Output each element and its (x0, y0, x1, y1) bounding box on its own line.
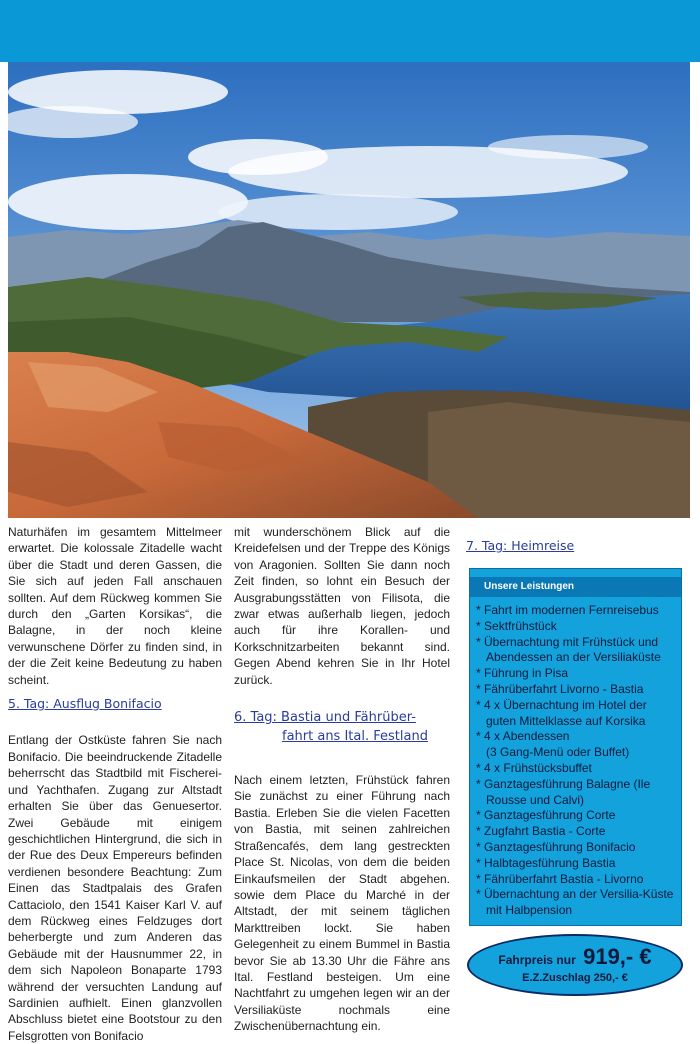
service-item: * Ganztagesführung Corte (476, 808, 675, 824)
service-item: * Ganztagesführung Bonifacio (476, 840, 675, 856)
intro-paragraph: Naturhäfen im gesamtem Mittelmeer erwartet. Die kolossale Zitadelle wacht über die Stadt und deren Gassen, die Sie sich auf jeden Fall anschauen sollten. Auf dem Rückweg kommen Sie durch den „Garten Korsikas“, die Balagne, in der noch kleine verwunschene Dörfer zu finden sind, in der die Zeit keine Bedeutung zu haben scheint. (8, 525, 222, 687)
service-item: * Ganztagesführung Balagne (Ile Rousse und Calvi) (476, 777, 675, 809)
service-item: * 4 x Übernachtung im Hotel der guten Mittelklasse auf Korsika (476, 698, 675, 730)
service-item: * 4 x Frühstücksbuffet (476, 761, 675, 777)
service-item: * Halbtagesführung Bastia (476, 856, 675, 872)
top-color-band (0, 0, 700, 62)
day6-heading (234, 708, 450, 746)
price-line (469, 944, 681, 970)
text-column-3 (466, 524, 686, 554)
landscape-photo (8, 62, 690, 518)
service-item: * Fahrt im modernen Fernreisebus (476, 603, 675, 619)
day6-heading-line2: fahrt ans Ital. Festland (282, 729, 428, 745)
services-list (470, 597, 681, 919)
service-item: * Fährüberfahrt Bastia - Livorno (476, 872, 675, 888)
single-room-surcharge: E.Z.Zuschlag 250,- € (522, 972, 628, 984)
service-item: * Zugfahrt Bastia - Corte (476, 824, 675, 840)
price-amount: 919,- € (583, 944, 652, 969)
service-item: * Übernachtung mit Frühstück und Abendessen an der Versiliaküste (476, 635, 675, 667)
corsica-coast-icon (8, 62, 690, 518)
service-item: * Sektfrühstück (476, 619, 675, 635)
day5-paragraph: Entlang der Ostküste fahren Sie nach Bonifacio. Die beeindruckende Zitadelle beherrscht das Stadtbild mit Fischerei- und Yachthafen. Zugang zur Altstadt erhalten Sie über das Genuesertor. Zwei Gebäude mit einigem geschichtlichen Hintergrund, die sich in der Rue des Deux Empereurs befinden verdienen besondere Beachtung: Zum Einen das Stadtpalais des Grafen Cattaciolo, den 1541 Kaiser Karl V. auf dem Rückweg eines Feldzuges dort beherbergte und zum Anderen das Gebäude mit der Hausnummer 22, in dem sich Napoleon Bonaparte 1793 während der versuchten Landung auf Sardinien aufhielt. Einen glanzvollen Abschluss bietet eine Bootstour zu den Felsgrotten von Bonifacio (8, 733, 222, 1043)
service-item: * Übernachtung an der Versilia-Küste mit Halbpension (476, 887, 675, 919)
service-item: * 4 x Abendessen (476, 729, 675, 745)
service-item: (3 Gang-Menü oder Buffet) (486, 745, 630, 760)
day5-heading: 5. Tag: Ausflug Bonifacio (8, 696, 162, 712)
price-badge (467, 934, 683, 996)
day6-heading-line1: 6. Tag: Bastia und Fährüber- (234, 710, 416, 726)
price-label: Fahrpreis nur (498, 953, 576, 967)
service-item: * Fährüberfahrt Livorno - Bastia (476, 682, 675, 698)
services-title: Unsere Leistungen (470, 577, 681, 597)
continued-paragraph: mit wunderschönem Blick auf die Kreidefelsen und der Treppe des Königs von Aragonien. Sollten Sie dann noch Zeit finden, so lohnt ein Besuch der Ausgrabungsstätten von Filisota, die zwar etwas außerhalb liegen, jedoch auch für ihre Korallen- und Korkschnitzarbeiten bekannt sind. Gegen Abend kehren Sie in Ihr Hotel zurück. (234, 525, 450, 687)
service-item: * Führung in Pisa (476, 666, 675, 682)
day7-heading: 7. Tag: Heimreise (466, 538, 575, 553)
text-column-1 (8, 524, 222, 1044)
services-box (469, 568, 682, 926)
day6-paragraph: Nach einem letzten, Frühstück fahren Sie zunächst zu einer Führung nach Bastia. Erleben Sie die vielen Facetten von Bastia, mit seinen zahlreichen Straßencafés, dem lang gestreckten Place St. Nicolas, von dem die beiden Einkaufsmeilen der Stadt abgehen. sowie dem Place du Marché in der Altstadt, der mit seinem täglichen Markttreiben lockt. Sie haben Gelegenheit zu einem Bummel in Bastia bevor Sie ab 13.30 Uhr die Fähre ans Ital. Festland besteigen. Um eine Nachtfahrt zu umgehen legen wir an der Versiliaküste nochmals eine Zwischenübernachtung ein. (234, 773, 450, 1034)
text-column-2 (234, 524, 450, 1035)
